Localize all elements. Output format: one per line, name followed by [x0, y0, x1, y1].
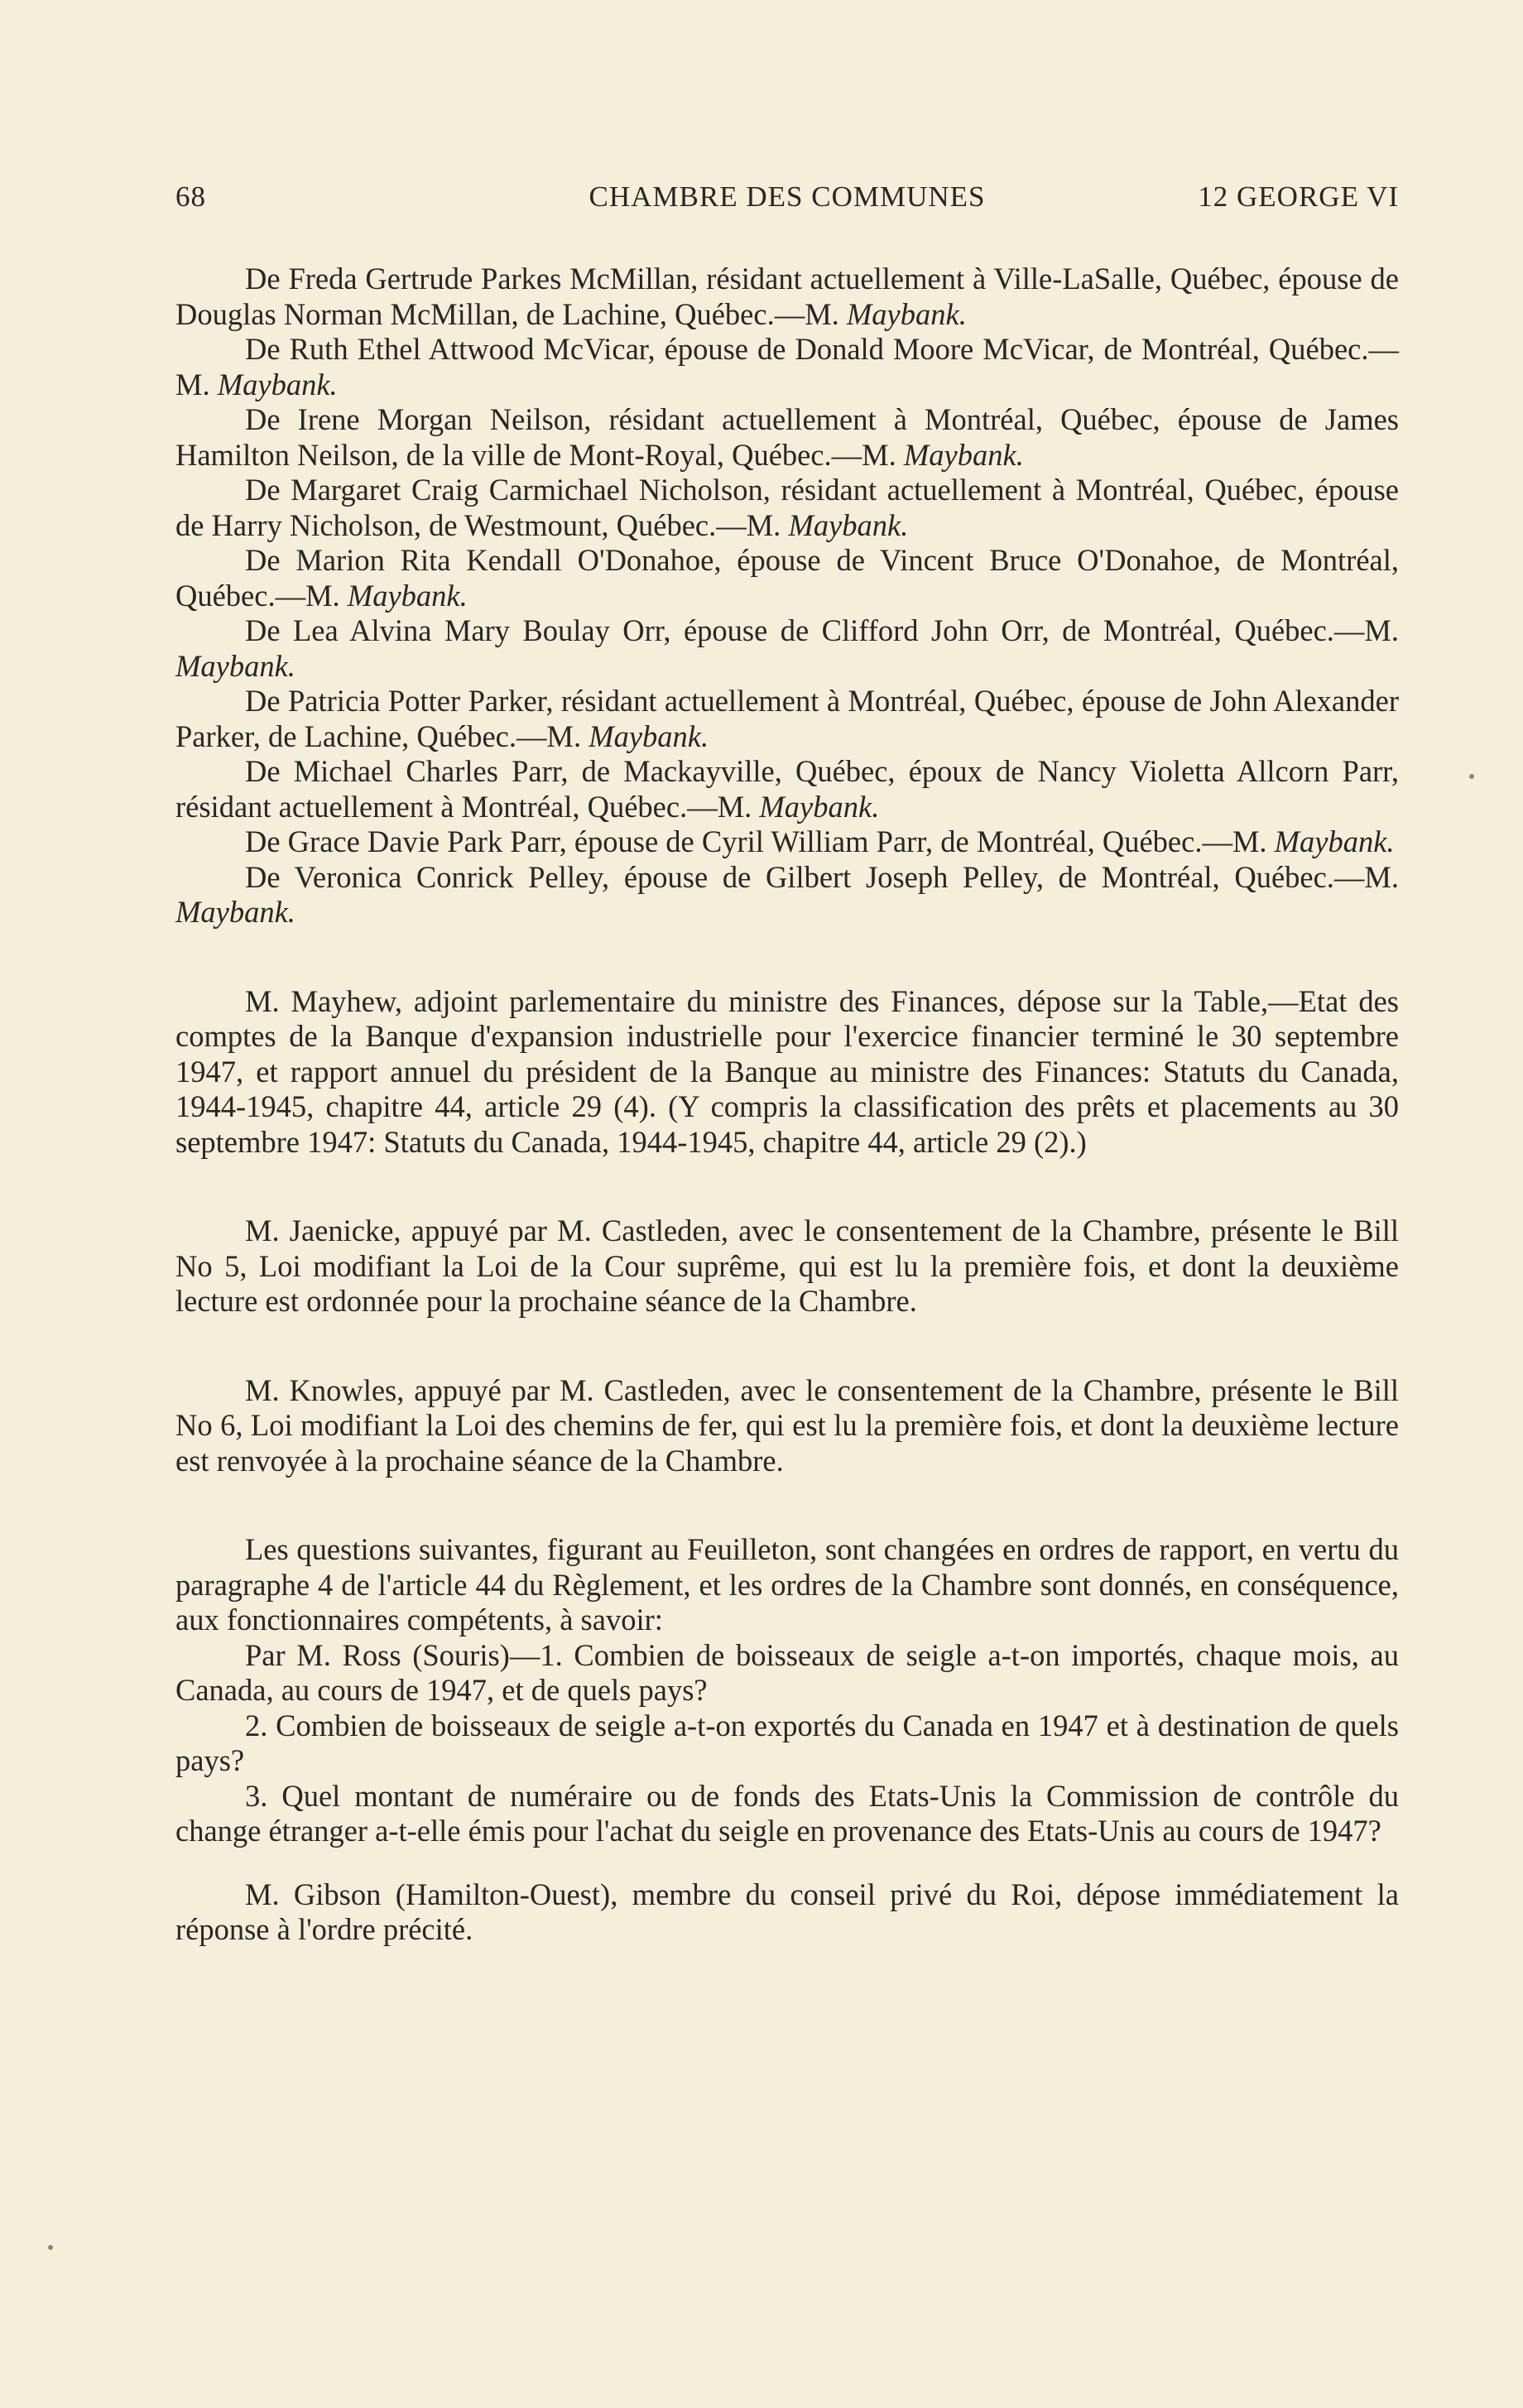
- petition-text: De Michael Charles Parr, de Mackayville, Québec, époux de Nancy Violetta Allcorn Parr, résidant actuellement à Montréal, Québec.—M.: [175, 754, 1399, 824]
- petition-text: De Veronica Conrick Pelley, épouse de Gilbert Joseph Pelley, de Montréal, Québec.—M.: [245, 859, 1399, 894]
- petition-sponsor: Maybank.: [903, 437, 1024, 472]
- mayhew-paragraph: M. Mayhew, adjoint parlementaire du ministre des Finances, dépose sur la Table,—Etat des comptes de la Banque d'expansion industrielle pour l'exercice financier terminé le 30 septembre 1947, et rapport annuel du président de la Banque au ministre des Finances: Statuts du Canada, 1944-1945, chapitre 44, article 29 (4). (Y compris la classification des prêts et placements au 30 septembre 1947: Statuts du Canada, 1944-1945, chapitre 44, article 29 (2).): [175, 983, 1399, 1159]
- petition-paragraph: [175, 860, 1399, 930]
- petition-paragraph: [175, 543, 1399, 613]
- questions-intro-paragraph: Les questions suivantes, figurant au Feuilleton, sont changées en ordres de rapport, en vertu du paragraphe 4 de l'article 44 du Règlement, et les ordres de la Chambre sont donnés, en conséquence, aux fonctionnaires compétents, à savoir:: [175, 1532, 1399, 1637]
- petition-sponsor: Maybank.: [759, 789, 880, 824]
- petition-text: De Irene Morgan Neilson, résidant actuellement à Montréal, Québec, épouse de James Hamilton Neilson, de la ville de Mont-Royal, Québec.—M.: [175, 402, 1399, 472]
- petition-paragraph: [175, 613, 1399, 684]
- petition-paragraph: [175, 332, 1399, 402]
- petition-sponsor: Maybank.: [217, 367, 338, 401]
- paper-speck: [1469, 774, 1474, 779]
- question-2-paragraph: 2. Combien de boisseaux de seigle a-t-on exportés du Canada en 1947 et à destination de quels pays?: [175, 1708, 1399, 1777]
- petition-sponsor: Maybank.: [589, 719, 709, 753]
- petition-sponsor: Maybank.: [347, 578, 468, 613]
- knowles-paragraph: M. Knowles, appuyé par M. Castleden, avec le consentement de la Chambre, présente le Bill No 6, Loi modifiant la Loi des chemins de fer, qui est lu la première fois, et dont la deuxième lecture est renvoyée à la prochaine séance de la Chambre.: [175, 1372, 1399, 1478]
- petition-text: De Grace Davie Park Parr, épouse de Cyril William Parr, de Montréal, Québec.—M.: [245, 824, 1275, 858]
- paper-speck: [48, 2245, 53, 2250]
- jaenicke-paragraph: M. Jaenicke, appuyé par M. Castleden, avec le consentement de la Chambre, présente le Bill No 5, Loi modifiant la Loi de la Cour suprême, qui est lu la première fois, et dont la deuxième lecture est ordonnée pour la prochaine séance de la Chambre.: [175, 1214, 1399, 1318]
- page-number: 68: [175, 180, 206, 213]
- petition-sponsor: Maybank.: [175, 895, 295, 929]
- petition-paragraph: [175, 402, 1399, 473]
- petition-text: De Ruth Ethel Attwood McVicar, épouse de Donald Moore McVicar, de Montréal, Québec.—M.: [175, 332, 1399, 401]
- petition-text: De Lea Alvina Mary Boulay Orr, épouse de Clifford John Orr, de Montréal, Québec.—M.: [245, 613, 1399, 647]
- petition-paragraph: [175, 262, 1399, 332]
- petition-paragraph: [175, 684, 1399, 754]
- page-body: [175, 262, 1399, 1948]
- petition-sponsor: Maybank.: [846, 296, 967, 331]
- question-1-paragraph: Par M. Ross (Souris)—1. Combien de boisseaux de seigle a-t-on importés, chaque mois, au Canada, au cours de 1947, et de quels pays?: [175, 1637, 1399, 1707]
- petition-text: De Margaret Craig Carmichael Nicholson, résidant actuellement à Montréal, Québec, épouse de Harry Nicholson, de Westmount, Québec.—M.: [175, 473, 1399, 542]
- petition-paragraph: [175, 473, 1399, 543]
- question-3-paragraph: 3. Quel montant de numéraire ou de fonds des Etats-Unis la Commission de contrôle du change étranger a-t-elle émis pour l'achat du seigle en provenance des Etats-Unis au cours de 1947?: [175, 1778, 1399, 1848]
- petition-sponsor: Maybank.: [788, 507, 909, 542]
- page-header: [175, 180, 1399, 222]
- petition-sponsor: Maybank.: [1274, 824, 1395, 858]
- petition-text: De Patricia Potter Parker, résidant actuellement à Montréal, Québec, épouse de John Alexander Parker, de Lachine, Québec.—M.: [175, 684, 1399, 753]
- petition-text: De Freda Gertrude Parkes McMillan, résidant actuellement à Ville-LaSalle, Québec, épouse de Douglas Norman McMillan, de Lachine, Québec.—M.: [175, 262, 1399, 331]
- page-title: CHAMBRE DES COMMUNES: [589, 180, 986, 213]
- petition-sponsor: Maybank.: [175, 648, 295, 683]
- petition-text: De Marion Rita Kendall O'Donahoe, épouse de Vincent Bruce O'Donahoe, de Montréal, Québec.—M.: [175, 543, 1399, 613]
- petition-paragraph: [175, 824, 1399, 860]
- petition-paragraph: [175, 754, 1399, 824]
- gibson-paragraph: M. Gibson (Hamilton-Ouest), membre du conseil privé du Roi, dépose immédiatement la réponse à l'ordre précité.: [175, 1877, 1399, 1946]
- reign-label: 12 GEORGE VI: [1198, 180, 1399, 213]
